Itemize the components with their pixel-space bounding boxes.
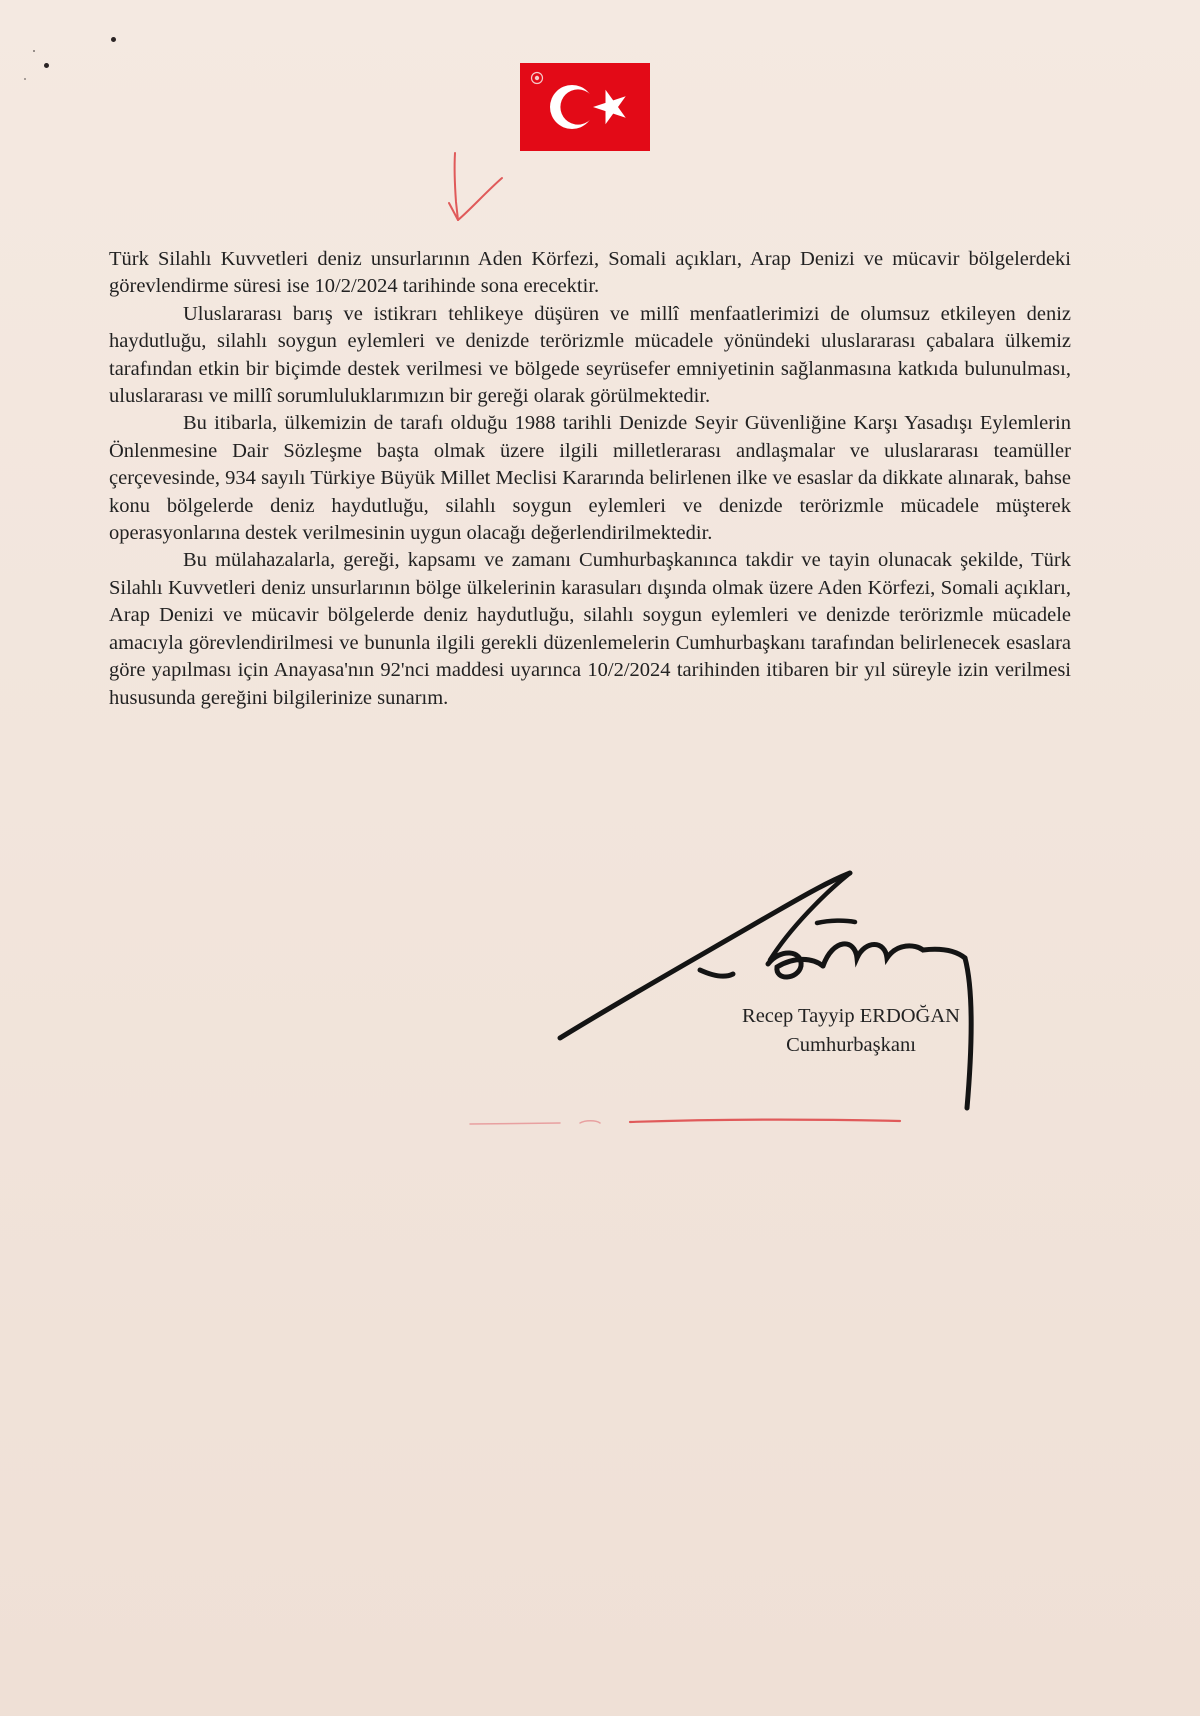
letter-body xyxy=(109,246,1071,712)
red-underline-annotation xyxy=(460,1112,920,1132)
handwritten-signature xyxy=(555,868,1035,1118)
signature-block xyxy=(716,1002,986,1060)
paragraph-4: Bu mülahazalarla, gereği, kapsamı ve zamanı Cumhurbaşkanınca takdir ve tayin olunacak şekilde, Türk Silahlı Kuvvetleri deniz unsurlarının bölge ülkelerinin karasuları dışında olmak üzere Aden Körfezi, Somali açıkları, Arap Denizi ve mücavir bölgelerde deniz haydutluğu, silahlı soygun eylemleri ve denizde terörizmle mücadele amacıyla görevlendirilmesi ve bununla ilgili gerekli düzenlemelerin Cumhurbaşkanı tarafından belirlenecek esaslara göre yapılması için Anayasa'nın 92'nci maddesi uyarınca 10/2/2024 tarihinden itibaren bir yıl süreyle izin verilmesi hususunda gereğini bilgilerinize sunarım. xyxy=(109,549,1071,709)
paragraph-1: Türk Silahlı Kuvvetleri deniz unsurlarının Aden Körfezi, Somali açıkları, Arap Denizi ve mücavir bölgelerdeki görevlendirme süresi ise 10/2/2024 tarihinde sona erecektir. xyxy=(109,248,1071,298)
paper-speck xyxy=(33,50,35,52)
turkish-flag-icon xyxy=(520,63,650,151)
paper-speck xyxy=(44,63,49,68)
paragraph-3: Bu itibarla, ülkemizin de tarafı olduğu 1988 tarihli Denizde Seyir Güvenliğine Karşı Yasadışı Eylemlerin Önlenmesine Dair Sözleşme başta olmak üzere ilgili milletlerarası andlaşmalar ve uluslararası teamüller çerçevesinde, 934 sayılı Türkiye Büyük Millet Meclisi Kararında belirlenen ilke ve esaslar da dikkate alınarak, bahse konu bölgelerde deniz haydutluğu, silahlı soygun eylemleri ve denizde terörizmle mücadele müşterek operasyonlarına destek verilmesinin uygun olacağı değerlendirilmektedir. xyxy=(109,412,1071,545)
signer-name: Recep Tayyip ERDOĞAN xyxy=(742,1005,960,1027)
signer-title: Cumhurbaşkanı xyxy=(786,1034,916,1056)
paragraph-2: Uluslararası barış ve istikrarı tehlikeye düşüren ve millî menfaatlerimizi de olumsuz etkileyen deniz haydutluğu, silahlı soygun eylemleri ve denizde terörizmle mücadele yönündeki uluslararası çabalara ülkemiz tarafından etkin bir biçimde destek verilmesi ve bölgede seyrüsefer emniyetinin sağlanmasına katkıda bulunulması, uluslararası ve millî sorumluluklarımızın bir gereği olarak görülmektedir. xyxy=(109,302,1071,408)
paper-speck xyxy=(111,37,116,42)
red-arrow-annotation xyxy=(448,150,508,225)
paper-speck xyxy=(24,78,26,80)
